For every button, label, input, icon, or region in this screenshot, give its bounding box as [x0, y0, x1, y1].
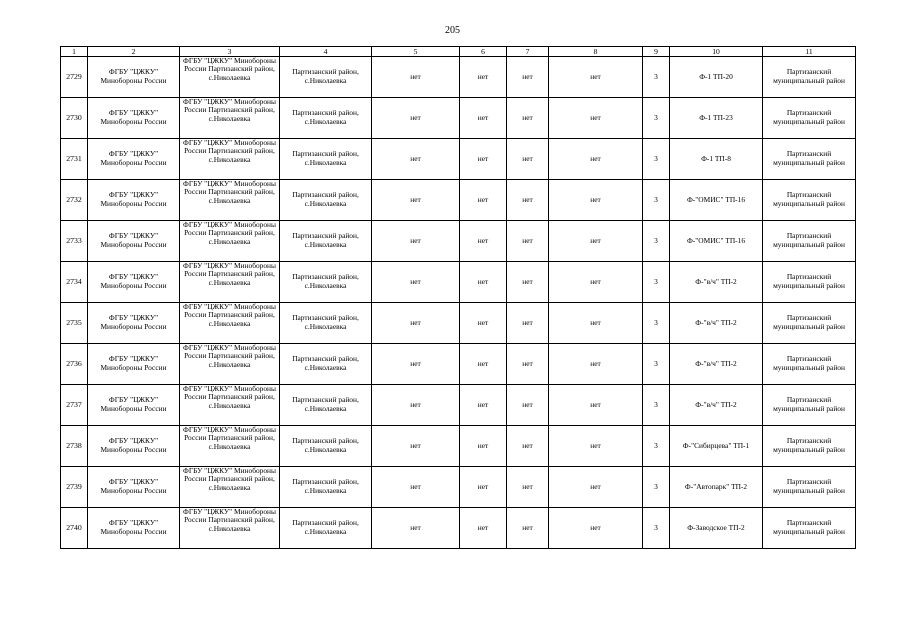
- owner-cell: ФГБУ "ЦЖКУ" Минобороны России Партизанский район, с.Николаевка: [180, 221, 280, 262]
- value-cell: нет: [460, 139, 507, 180]
- value-cell: нет: [549, 303, 643, 344]
- district-cell: Партизанский муниципальный район: [763, 98, 856, 139]
- column-header: 7: [507, 47, 549, 57]
- header-row: [61, 47, 856, 57]
- owner-cell: ФГБУ "ЦЖКУ" Минобороны России Партизанский район, с.Николаевка: [180, 344, 280, 385]
- value-cell: нет: [460, 385, 507, 426]
- row-number-cell: 2739: [61, 467, 88, 508]
- organization-cell: ФГБУ "ЦЖКУ" Минобороны России: [88, 221, 180, 262]
- column-header: 5: [372, 47, 460, 57]
- category-cell: 3: [643, 139, 670, 180]
- address-cell: Партизанский район, с.Николаевка: [280, 467, 372, 508]
- value-cell: нет: [460, 57, 507, 98]
- row-number-cell: 2736: [61, 344, 88, 385]
- row-number-cell: 2731: [61, 139, 88, 180]
- table-row: [61, 303, 856, 344]
- column-header: 10: [670, 47, 763, 57]
- table-row: [61, 57, 856, 98]
- value-cell: нет: [460, 344, 507, 385]
- feeder-cell: Ф-Заводское ТП-2: [670, 508, 763, 549]
- owner-cell: ФГБУ "ЦЖКУ" Минобороны России Партизанский район, с.Николаевка: [180, 426, 280, 467]
- address-cell: Партизанский район, с.Николаевка: [280, 385, 372, 426]
- organization-cell: ФГБУ "ЦЖКУ" Минобороны России: [88, 180, 180, 221]
- column-header: 11: [763, 47, 856, 57]
- organization-cell: ФГБУ "ЦЖКУ" Минобороны России: [88, 98, 180, 139]
- category-cell: 3: [643, 426, 670, 467]
- owner-cell: ФГБУ "ЦЖКУ" Минобороны России Партизанский район, с.Николаевка: [180, 57, 280, 98]
- district-cell: Партизанский муниципальный район: [763, 467, 856, 508]
- address-cell: Партизанский район, с.Николаевка: [280, 426, 372, 467]
- address-cell: Партизанский район, с.Николаевка: [280, 303, 372, 344]
- address-cell: Партизанский район, с.Николаевка: [280, 139, 372, 180]
- value-cell: нет: [372, 221, 460, 262]
- organization-cell: ФГБУ "ЦЖКУ" Минобороны России: [88, 508, 180, 549]
- table-row: [61, 139, 856, 180]
- value-cell: нет: [460, 98, 507, 139]
- row-number-cell: 2735: [61, 303, 88, 344]
- value-cell: нет: [507, 467, 549, 508]
- owner-cell: ФГБУ "ЦЖКУ" Минобороны России Партизанский район, с.Николаевка: [180, 98, 280, 139]
- value-cell: нет: [372, 467, 460, 508]
- district-cell: Партизанский муниципальный район: [763, 385, 856, 426]
- value-cell: нет: [507, 98, 549, 139]
- value-cell: нет: [549, 98, 643, 139]
- column-header: 2: [88, 47, 180, 57]
- feeder-cell: Ф-"ОМИС" ТП-16: [670, 180, 763, 221]
- table-row: [61, 180, 856, 221]
- feeder-cell: Ф-"в/ч" ТП-2: [670, 262, 763, 303]
- value-cell: нет: [507, 262, 549, 303]
- category-cell: 3: [643, 262, 670, 303]
- category-cell: 3: [643, 508, 670, 549]
- column-header: 1: [61, 47, 88, 57]
- value-cell: нет: [507, 303, 549, 344]
- organization-cell: ФГБУ "ЦЖКУ" Минобороны России: [88, 344, 180, 385]
- table-row: [61, 385, 856, 426]
- value-cell: нет: [507, 426, 549, 467]
- address-cell: Партизанский район, с.Николаевка: [280, 57, 372, 98]
- row-number-cell: 2740: [61, 508, 88, 549]
- value-cell: нет: [372, 98, 460, 139]
- district-cell: Партизанский муниципальный район: [763, 426, 856, 467]
- table-row: [61, 221, 856, 262]
- value-cell: нет: [549, 139, 643, 180]
- value-cell: нет: [460, 180, 507, 221]
- row-number-cell: 2737: [61, 385, 88, 426]
- category-cell: 3: [643, 344, 670, 385]
- value-cell: нет: [507, 508, 549, 549]
- owner-cell: ФГБУ "ЦЖКУ" Минобороны России Партизанский район, с.Николаевка: [180, 262, 280, 303]
- address-cell: Партизанский район, с.Николаевка: [280, 180, 372, 221]
- value-cell: нет: [507, 139, 549, 180]
- row-number-cell: 2730: [61, 98, 88, 139]
- table-row: [61, 344, 856, 385]
- organization-cell: ФГБУ "ЦЖКУ" Минобороны России: [88, 139, 180, 180]
- owner-cell: ФГБУ "ЦЖКУ" Минобороны России Партизанский район, с.Николаевка: [180, 180, 280, 221]
- owner-cell: ФГБУ "ЦЖКУ" Минобороны России Партизанский район, с.Николаевка: [180, 385, 280, 426]
- registry-table: [60, 46, 856, 549]
- district-cell: Партизанский муниципальный район: [763, 139, 856, 180]
- value-cell: нет: [549, 508, 643, 549]
- column-header: 8: [549, 47, 643, 57]
- feeder-cell: Ф-"Сибирцева" ТП-1: [670, 426, 763, 467]
- feeder-cell: Ф-"в/ч" ТП-2: [670, 385, 763, 426]
- address-cell: Партизанский район, с.Николаевка: [280, 344, 372, 385]
- column-header: 6: [460, 47, 507, 57]
- owner-cell: ФГБУ "ЦЖКУ" Минобороны России Партизанский район, с.Николаевка: [180, 303, 280, 344]
- value-cell: нет: [372, 139, 460, 180]
- value-cell: нет: [460, 426, 507, 467]
- value-cell: нет: [460, 467, 507, 508]
- district-cell: Партизанский муниципальный район: [763, 221, 856, 262]
- value-cell: нет: [549, 221, 643, 262]
- value-cell: нет: [549, 467, 643, 508]
- value-cell: нет: [507, 385, 549, 426]
- feeder-cell: Ф-"в/ч" ТП-2: [670, 344, 763, 385]
- address-cell: Партизанский район, с.Николаевка: [280, 508, 372, 549]
- category-cell: 3: [643, 385, 670, 426]
- value-cell: нет: [507, 57, 549, 98]
- value-cell: нет: [549, 426, 643, 467]
- feeder-cell: Ф-"Автопарк" ТП-2: [670, 467, 763, 508]
- value-cell: нет: [372, 303, 460, 344]
- column-header: 4: [280, 47, 372, 57]
- value-cell: нет: [507, 221, 549, 262]
- value-cell: нет: [460, 221, 507, 262]
- value-cell: нет: [549, 262, 643, 303]
- value-cell: нет: [372, 426, 460, 467]
- table-row: [61, 98, 856, 139]
- feeder-cell: Ф-1 ТП-8: [670, 139, 763, 180]
- value-cell: нет: [372, 180, 460, 221]
- value-cell: нет: [460, 262, 507, 303]
- row-number-cell: 2733: [61, 221, 88, 262]
- value-cell: нет: [460, 303, 507, 344]
- value-cell: нет: [549, 180, 643, 221]
- organization-cell: ФГБУ "ЦЖКУ" Минобороны России: [88, 303, 180, 344]
- organization-cell: ФГБУ "ЦЖКУ" Минобороны России: [88, 385, 180, 426]
- feeder-cell: Ф-"ОМИС" ТП-16: [670, 221, 763, 262]
- value-cell: нет: [372, 508, 460, 549]
- feeder-cell: Ф-"в/ч" ТП-2: [670, 303, 763, 344]
- row-number-cell: 2729: [61, 57, 88, 98]
- value-cell: нет: [372, 57, 460, 98]
- row-number-cell: 2738: [61, 426, 88, 467]
- category-cell: 3: [643, 98, 670, 139]
- feeder-cell: Ф-1 ТП-23: [670, 98, 763, 139]
- value-cell: нет: [507, 180, 549, 221]
- table-row: [61, 426, 856, 467]
- value-cell: нет: [372, 262, 460, 303]
- category-cell: 3: [643, 303, 670, 344]
- district-cell: Партизанский муниципальный район: [763, 57, 856, 98]
- page-number: 205: [445, 25, 460, 36]
- row-number-cell: 2734: [61, 262, 88, 303]
- value-cell: нет: [549, 344, 643, 385]
- organization-cell: ФГБУ "ЦЖКУ" Минобороны России: [88, 57, 180, 98]
- district-cell: Партизанский муниципальный район: [763, 508, 856, 549]
- organization-cell: ФГБУ "ЦЖКУ" Минобороны России: [88, 426, 180, 467]
- value-cell: нет: [372, 385, 460, 426]
- column-header: 3: [180, 47, 280, 57]
- owner-cell: ФГБУ "ЦЖКУ" Минобороны России Партизанский район, с.Николаевка: [180, 467, 280, 508]
- table-row: [61, 508, 856, 549]
- value-cell: нет: [549, 385, 643, 426]
- district-cell: Партизанский муниципальный район: [763, 262, 856, 303]
- category-cell: 3: [643, 221, 670, 262]
- organization-cell: ФГБУ "ЦЖКУ" Минобороны России: [88, 262, 180, 303]
- category-cell: 3: [643, 57, 670, 98]
- address-cell: Партизанский район, с.Николаевка: [280, 262, 372, 303]
- column-header: 9: [643, 47, 670, 57]
- owner-cell: ФГБУ "ЦЖКУ" Минобороны России Партизанский район, с.Николаевка: [180, 508, 280, 549]
- value-cell: нет: [460, 508, 507, 549]
- district-cell: Партизанский муниципальный район: [763, 303, 856, 344]
- value-cell: нет: [372, 344, 460, 385]
- table-row: [61, 467, 856, 508]
- table-body: [61, 57, 856, 549]
- category-cell: 3: [643, 467, 670, 508]
- feeder-cell: Ф-1 ТП-20: [670, 57, 763, 98]
- district-cell: Партизанский муниципальный район: [763, 180, 856, 221]
- address-cell: Партизанский район, с.Николаевка: [280, 98, 372, 139]
- owner-cell: ФГБУ "ЦЖКУ" Минобороны России Партизанский район, с.Николаевка: [180, 139, 280, 180]
- address-cell: Партизанский район, с.Николаевка: [280, 221, 372, 262]
- category-cell: 3: [643, 180, 670, 221]
- table-row: [61, 262, 856, 303]
- row-number-cell: 2732: [61, 180, 88, 221]
- district-cell: Партизанский муниципальный район: [763, 344, 856, 385]
- organization-cell: ФГБУ "ЦЖКУ" Минобороны России: [88, 467, 180, 508]
- value-cell: нет: [507, 344, 549, 385]
- value-cell: нет: [549, 57, 643, 98]
